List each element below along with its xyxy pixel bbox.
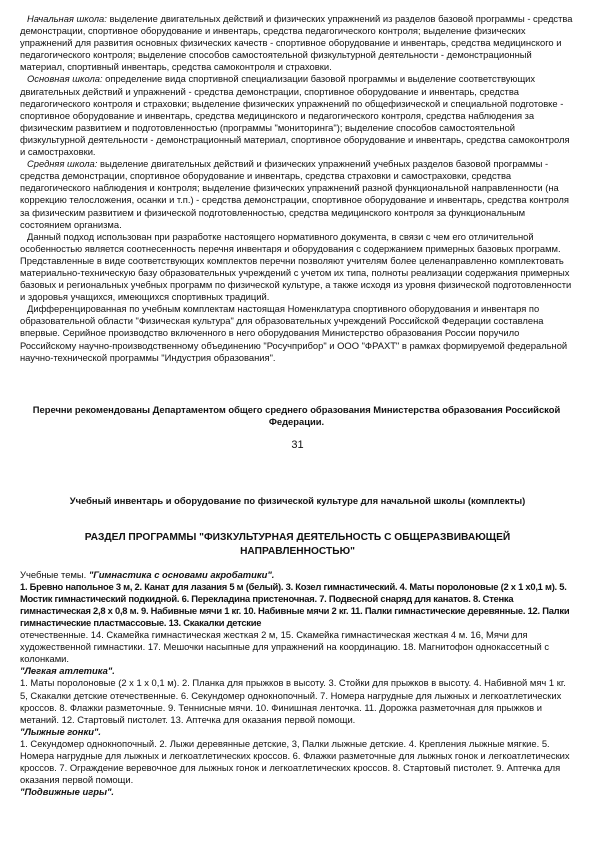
intro-text bbox=[20, 13, 573, 364]
athletics-title: "Легкая атлетика". bbox=[20, 665, 115, 677]
paragraph-basic-school bbox=[20, 73, 573, 158]
lead-basic-school: Основная школа: bbox=[27, 73, 103, 85]
athletics-equipment: 1. Маты поролоновые (2 х 1 х 0,1 м). 2. Планка для прыжков в высоту. 3. Стойки для прыжков в высоту. 4. Набивной мяч 1 кг. 5, Скакалки детские отечественные. 6. Секундомер однокнопочный. 7. Номера нагрудные для лыжных и легкоатлетических кроссов. 8. Флажки разметочные. 9. Теннисные мячи. 10. Финишная ленточка. 11. Дорожка разметочная для прыжков и метаний. 12. Стартовый пистолет. 13. Аптечка для оказания первой помощи. bbox=[20, 677, 566, 725]
gymnastics-equipment-bold: 1. Бревно напольное 3 м, 2. Канат для лазания 5 м (белый). 3. Козел гимнастический. 4. Маты поролоновые (2 х 1 х0,1 м). 5. Мостик гимнастический подкидной. 6. Перекладина пристеночная. 7. Подвесной снаряд для канатов. 8. Стенка гимнастическая 2,8 х 0,8 м. 9. Набивные мячи 1 кг. 10. Набивные мячи 2 кг. 11. Палки гимнастические деревянные. 12. Палки гимнастические пластмассовые. 13. Скакалки детские bbox=[20, 581, 570, 629]
text-secondary-school: выделение двигательных действий и физических упражнений учебных разделов базовой программы - средства демонстрации, спортивное оборудование и инвентарь, средства страховки и самостраховки, средства педагогического наблюдения и контроля; выделение физических упражнений разной функциональной направленности (на коррекцию телосложения, осанки и т.п.) - средства демонстрации, спортивное оборудование и инвентарь, средства контроля за физическим развитием и физической подготовленностью, средства медицинского контроля за функциональным состоянием организма. bbox=[20, 158, 569, 230]
lead-primary-school: Начальная школа: bbox=[27, 13, 107, 24]
paragraph-secondary-school bbox=[20, 158, 573, 231]
paragraph-approach: Данный подход использован при разработке настоящего нормативного документа, в связи с чем его отличительной особенностью является соотнесенность перечня инвентаря и оборудования с содержанием примерных базовых программ. Представленные в виде соответствующих комплектов перечни позволяют учителям более целенаправленно комплектовать материально-техническую базу образовательных учреждений с учетом их типа, полноты реализации содержания примерных базовых и региональных учебных программ по физической культуре, а также исходя из уровня физической подготовленности и здоровья учащихся, имеющихся спортивных традиций. bbox=[20, 230, 572, 303]
text-primary-school: выделение двигательных действий и физических упражнений из разделов базовой программы - средства демонстрации, спортивное оборудование и инвентарь, средства педагогического контроля; выделение физических упражнений для развития основных физических качеств - спортивное оборудование и инвентарь, средства медицинского и педагогического контроля; выделение способов самостоятельной физкультурной деятельности - демонстрационный материал, спортивный инвентарь, средства самоконтроля и страховки. bbox=[20, 13, 573, 73]
paragraph-nomenclature: Дифференцированная по учебным комплектам настоящая Номенклатура спортивного оборудования и инвентаря по образовательной области "Физическая культура" для образовательных учреждений Российской Федерации составлена впервые. Серийное производство включенного в него оборудования Министерство образования России поручило Российскому научно-производственному объединению "Росучприбор" и ООО "ФРАХТ" в рамках формируемой федеральной научно-технической программы "Индустрия образования". bbox=[20, 303, 568, 363]
section-title: РАЗДЕЛ ПРОГРАММЫ "ФИЗКУЛЬТУРНАЯ ДЕЯТЕЛЬНОСТЬ С ОБЩЕРАЗВИВАЮЩЕЙ НАПРАВЛЕННОСТЬЮ" bbox=[84, 532, 511, 557]
gymnastics-title: "Гимнастика с основами акробатики". bbox=[88, 569, 275, 580]
topics-label: Учебные темы. bbox=[20, 569, 89, 580]
topics-gymnastics-heading bbox=[20, 569, 575, 581]
topics-body bbox=[20, 569, 575, 798]
page-number: 31 bbox=[291, 439, 304, 451]
recommendation-note: Перечни рекомендованы Департаментом общего среднего образования Министерства образования Российской Федерации. bbox=[32, 404, 561, 427]
skiing-equipment: 1. Секундомер однокнопочный. 2. Лыжи деревянные детские, 3, Палки лыжные детские. 4. Крепления лыжные мягкие. 5. Номера нагрудные для лыжных и легкоатлетических кроссов. 6. Флажки разметочные для лыжных гонок и легкоатлетических кроссов. 7. Ограждение веревочное для лыжных гонок и легкоатлетических кроссов. 8. Стартовый пистолет. 9. Аптечка для оказания первой помощи. bbox=[20, 737, 570, 786]
gymnastics-equipment-rest: отечественные. 14. Скамейка гимнастическая жесткая 2 м, 15. Скамейка гимнастическая жесткая 4 м. 16, Мячи для художественной гимнастики. 17. Мешочки насыпные для упражнений на координацию. 18. Магнитофон однокассетный с колонками. bbox=[20, 629, 550, 665]
paragraph-primary-school bbox=[20, 13, 573, 73]
complex-subtitle: Учебный инвентарь и оборудование по физической культуре для начальной школы (комплекты) bbox=[69, 495, 526, 506]
games-title: "Подвижные игры". bbox=[20, 786, 115, 798]
skiing-title: "Лыжные гонки". bbox=[20, 725, 101, 737]
text-basic-school: определение вида спортивной специализации базовой программы и выделение соответствующих двигательных действий и упражнений - средства демонстрации, спортивное оборудование и инвентарь, средства педагогического контроля и страховки; выделение физических упражнений по общефизической и специальной подготовке - спортивное оборудование и инвентарь, средства медицинского и педагогического контроля, средства наблюдения за физическим развитием и подготовленностью (программы "мониторинга"); выделение способов самостоятельной физкультурной деятельности - демонстрационный материал, спортивное оборудование и инвентарь, средства самоконтроля и самостраховки. bbox=[20, 73, 570, 158]
lead-secondary-school: Средняя школа: bbox=[27, 158, 98, 170]
